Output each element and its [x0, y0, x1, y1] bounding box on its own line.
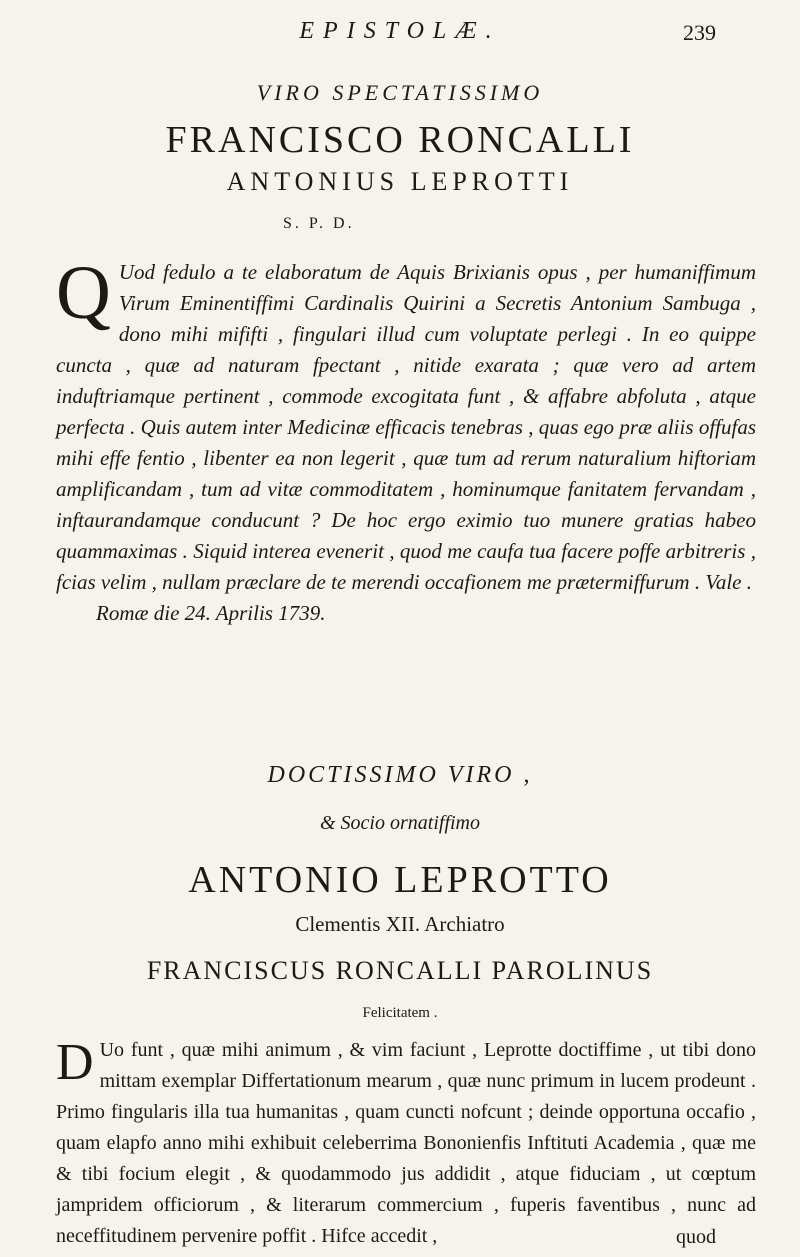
letter1-body	[56, 251, 756, 629]
letter1-salutation: VIRO SPECTATISSIMO	[256, 80, 544, 105]
letter2-body-text: Uo funt , quæ mihi animum , & vim faciunt , Leprotte doctiffime , ut tibi dono mittam exemplar Differtationum mearum , quæ nunc primum in lucem prodeunt . Primo fingularis illa tua humanitas , quam cuncti nofcunt ; deinde opportuna occafio , quam elapfo anno mihi exhibuit celeberrima Bononienfis Inftituti Academia , quæ me & tibi focium elegit , & quodammodo jus addidit , atque fiduciam , ut cœptum jampridem officiorum , & literarum commercium , fuperis faventibus , nunc ad neceffitudinem pervenire poffit . Hifce accedit ,	[56, 1039, 756, 1247]
letter2-salutation: DOCTISSIMO VIRO ,	[267, 762, 533, 788]
letter2-drop-cap: D	[56, 1034, 94, 1091]
letter1-body-text: Uod fedulo a te elaboratum de Aquis Brixianis opus , per humaniffimum Virum Eminentiffimi Cardinalis Quirini a Secretis Antonium Sambuga , dono mihi mififti , fingulari illud cum voluptate perlegi . In eo quippe cuncta , quæ ad naturam fpectant , nitide exarata ; quæ vero ad artem induftriamque pertinent , commode excogitata funt , & affabre abfoluta , atque perfecta . Quis autem inter Medicinæ efficacis tenebras , quas ego præ aliis offufas mihi effe fentio , libenter ea non legerit , quæ tum ad rerum naturalium hiftoriam amplificandam , tum ad vitæ commoditatem , hominumque fanitatem fervandam , inftaurandamque conducunt ? De hoc ergo eximio tuo munere gratias habeo quammaximas . Siquid interea evenerit , quod me caufa tua facere poffe arbitreris , fcias velim , nullam præclare de te merendi occafionem me prætermiffurum . Vale .	[56, 260, 756, 594]
letter1-recipient: FRANCISCO RONCALLI	[165, 119, 635, 161]
letter1-dateline: Romæ die 24. Aprilis 1739.	[96, 601, 326, 625]
letter2-body	[56, 1035, 756, 1252]
letter2-greeting: Felicitatem .	[362, 1005, 438, 1021]
letter1-greeting: S. P. D.	[283, 215, 355, 232]
letter2-sender: FRANCISCUS RONCALLI PAROLINUS	[146, 956, 654, 985]
running-head: EPISTOLÆ.	[299, 18, 501, 44]
letter1-drop-cap: Q	[56, 251, 111, 335]
letter1-sender: ANTONIUS LEPROTTI	[226, 167, 574, 196]
letter2-office: Clementis XII. Archiatro	[295, 912, 505, 936]
page-number: 239	[683, 20, 716, 45]
letter2-recipient: ANTONIO LEPROTTO	[188, 859, 612, 901]
catchword: quod	[676, 1226, 716, 1248]
letter2-salutation-line2: & Socio ornatiffimo	[320, 812, 480, 834]
